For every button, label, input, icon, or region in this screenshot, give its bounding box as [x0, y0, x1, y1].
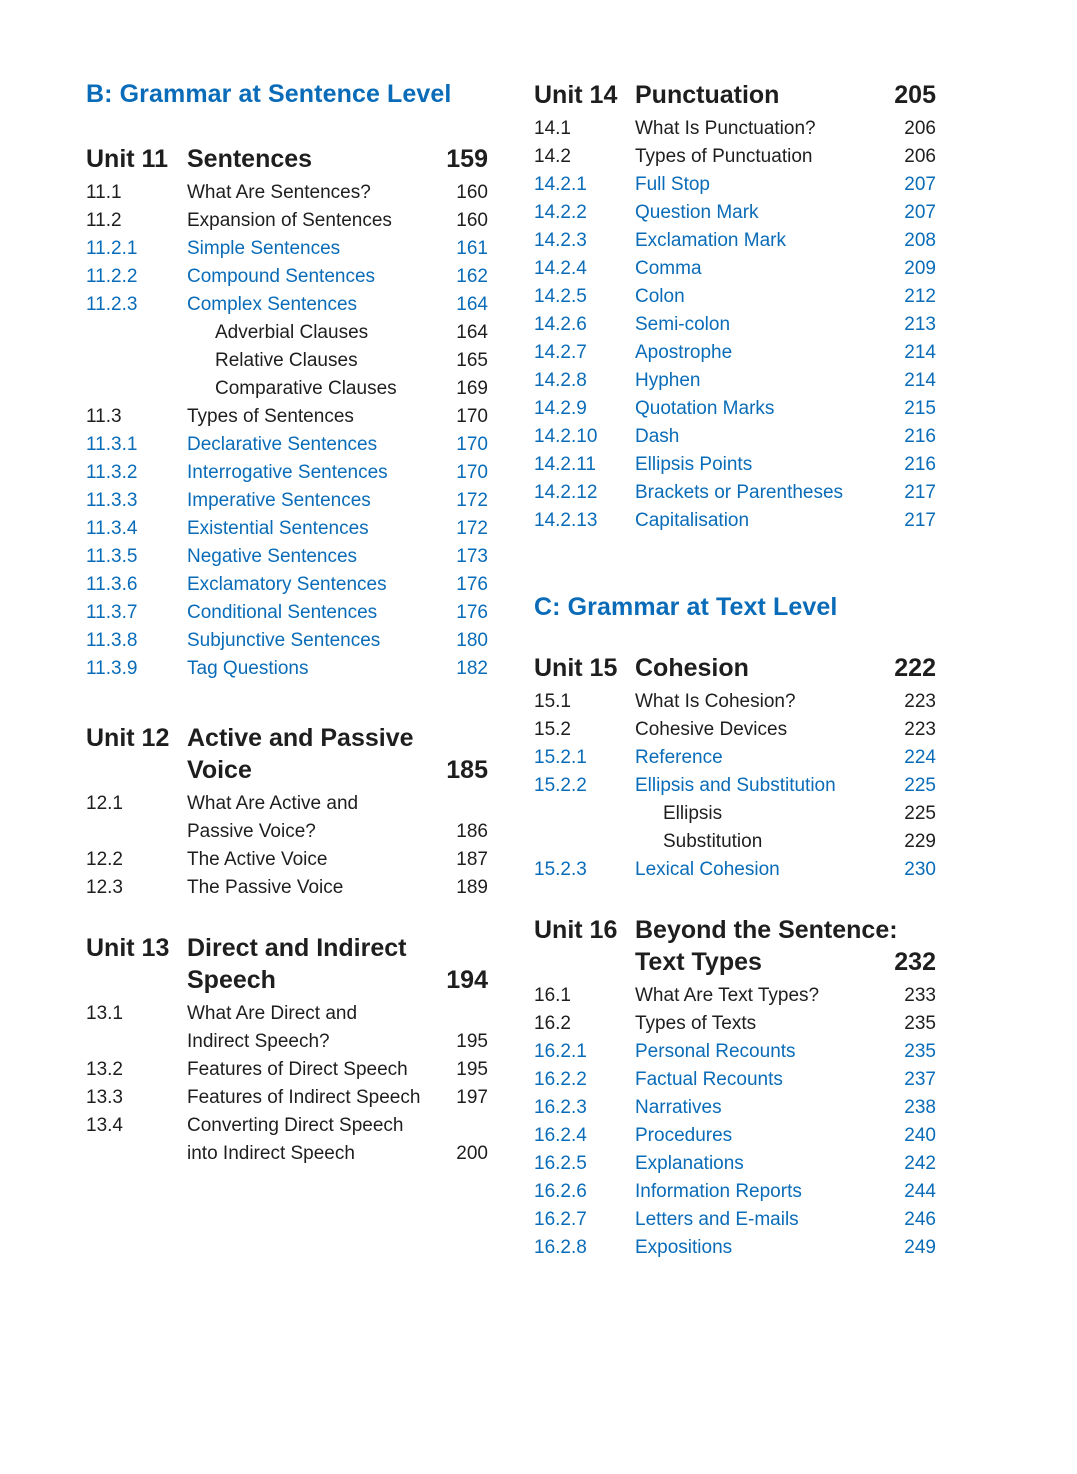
toc-entry[interactable]	[534, 688, 936, 716]
unit-heading-line	[534, 79, 936, 111]
section-title: Simple Sentences	[187, 238, 341, 259]
unit-heading-line	[86, 932, 488, 964]
part-b-title: B: Grammar at Sentence Level	[86, 80, 452, 108]
page-number: 237	[904, 1069, 936, 1090]
section-number: 16.2.4	[534, 1125, 587, 1146]
toc-subentry[interactable]	[534, 800, 936, 828]
unit-title: Voice	[187, 756, 252, 784]
section-number: 11.1	[86, 182, 122, 203]
section-number: 11.3.7	[86, 602, 138, 623]
section-title: Comma	[635, 258, 702, 279]
page-number: 213	[904, 314, 936, 335]
page-number: 223	[904, 691, 936, 712]
toc-entry[interactable]	[86, 627, 488, 655]
section-title: Cohesive Devices	[635, 719, 788, 740]
section-number: 16.2.3	[534, 1097, 587, 1118]
unit-title: Active and Passive	[187, 724, 414, 752]
page-number: 229	[904, 831, 936, 852]
section-number: 16.2	[534, 1013, 571, 1034]
section-number: 15.1	[534, 691, 571, 712]
section-number: 14.2.9	[534, 398, 587, 419]
section-title: Quotation Marks	[635, 398, 775, 419]
toc-subentry[interactable]	[86, 347, 488, 375]
section-number: 16.2.5	[534, 1153, 587, 1174]
unit-page-number: 232	[894, 948, 936, 976]
unit-title: Direct and Indirect	[187, 934, 407, 962]
page-number: 187	[456, 849, 488, 870]
section-number: 15.2.3	[534, 859, 587, 880]
page-number: 233	[904, 985, 936, 1006]
page-number: 215	[904, 398, 936, 419]
toc-entry[interactable]	[534, 1150, 936, 1178]
section-title: Adverbial Clauses	[215, 322, 369, 343]
unit-label: Unit 13	[86, 934, 170, 962]
section-number: 13.4	[86, 1115, 123, 1136]
toc-subentry[interactable]	[534, 828, 936, 856]
section-title: Features of Direct Speech	[187, 1059, 408, 1080]
entry-list	[534, 115, 936, 535]
toc-entry[interactable]	[534, 423, 936, 451]
unit-15	[534, 652, 936, 884]
page-number: 230	[904, 859, 936, 880]
section-number: 11.3.3	[86, 490, 138, 511]
page-number: 164	[456, 294, 488, 315]
unit-13	[86, 932, 488, 1168]
page-number: 165	[456, 350, 488, 371]
section-number: 13.3	[86, 1087, 123, 1108]
section-title: The Passive Voice	[187, 877, 344, 898]
toc-entry[interactable]	[86, 874, 488, 902]
toc-entry[interactable]	[534, 199, 936, 227]
section-title: Apostrophe	[635, 342, 733, 363]
section-title: Types of Sentences	[187, 406, 354, 427]
toc-entry[interactable]	[86, 1028, 488, 1056]
unit-heading-line	[534, 946, 936, 978]
toc-subentry[interactable]	[86, 319, 488, 347]
section-title: Ellipsis and Substitution	[635, 775, 836, 796]
section-title: Semi-colon	[635, 314, 731, 335]
section-number: 14.2	[534, 146, 571, 167]
page-number: 225	[904, 803, 936, 824]
toc-entry[interactable]	[534, 507, 936, 535]
entry-list	[86, 1000, 488, 1168]
toc-entry[interactable]	[534, 772, 936, 800]
toc-entry[interactable]	[534, 1094, 936, 1122]
section-title: Imperative Sentences	[187, 490, 371, 511]
section-number: 14.2.2	[534, 202, 587, 223]
toc-entry[interactable]	[534, 395, 936, 423]
page-number: 164	[456, 322, 488, 343]
section-title: Hyphen	[635, 370, 701, 391]
section-number: 14.2.8	[534, 370, 587, 391]
unit-title: Text Types	[635, 948, 762, 976]
toc-entry[interactable]	[534, 227, 936, 255]
section-title: What Are Direct and	[187, 1003, 358, 1024]
unit-14	[534, 79, 936, 535]
unit-label: Unit 15	[534, 654, 618, 682]
section-title: Brackets or Parentheses	[635, 482, 844, 503]
unit-page-number: 194	[446, 966, 488, 994]
section-title: Dash	[635, 426, 680, 447]
page-number: 206	[904, 146, 936, 167]
toc-entry[interactable]	[86, 1056, 488, 1084]
unit-label: Unit 16	[534, 916, 618, 944]
toc-entry[interactable]	[86, 207, 488, 235]
toc-entry[interactable]	[534, 283, 936, 311]
unit-title: Cohesion	[635, 654, 749, 682]
toc-entry[interactable]	[534, 1122, 936, 1150]
section-title: Converting Direct Speech	[187, 1115, 404, 1136]
toc-entry[interactable]	[86, 459, 488, 487]
section-number: 11.3.9	[86, 658, 138, 679]
unit-heading-line	[86, 964, 488, 996]
page-number: 160	[456, 182, 488, 203]
entry-list	[86, 790, 488, 902]
unit-heading-line	[534, 914, 936, 946]
page-number: 172	[456, 490, 488, 511]
toc-entry[interactable]	[534, 479, 936, 507]
toc-entry[interactable]	[534, 1010, 936, 1038]
toc-entry[interactable]	[86, 1140, 488, 1168]
unit-label: Unit 14	[534, 81, 618, 109]
page-number: 206	[904, 118, 936, 139]
toc-entry[interactable]	[534, 255, 936, 283]
toc-entry[interactable]	[534, 367, 936, 395]
toc-entry[interactable]	[534, 311, 936, 339]
section-title: Full Stop	[635, 174, 710, 195]
toc-entry[interactable]	[534, 1066, 936, 1094]
page-number: 197	[456, 1087, 488, 1108]
section-number: 13.1	[86, 1003, 123, 1024]
section-number: 11.3.5	[86, 546, 138, 567]
section-number: 14.2.10	[534, 426, 598, 447]
page-number: 217	[904, 482, 936, 503]
toc-entry[interactable]	[86, 515, 488, 543]
page-number: 176	[456, 602, 488, 623]
section-title: Explanations	[635, 1153, 744, 1174]
section-number: 12.1	[86, 793, 123, 814]
page-number: 214	[904, 370, 936, 391]
section-title: Procedures	[635, 1125, 733, 1146]
unit-title: Speech	[187, 966, 276, 994]
page-number: 207	[904, 174, 936, 195]
section-title: Existential Sentences	[187, 518, 369, 539]
section-title: What Is Punctuation?	[635, 118, 816, 139]
section-title: Complex Sentences	[187, 294, 358, 315]
toc-entry[interactable]	[86, 818, 488, 846]
section-number: 11.2.2	[86, 266, 138, 287]
section-title: Exclamatory Sentences	[187, 574, 387, 595]
page-number: 170	[456, 462, 488, 483]
section-number: 11.3.8	[86, 630, 138, 651]
toc-entry[interactable]	[86, 179, 488, 207]
toc-entry[interactable]	[86, 543, 488, 571]
page-number: 161	[456, 238, 488, 259]
page-number: 186	[456, 821, 488, 842]
section-number: 15.2.2	[534, 775, 587, 796]
unit-12	[86, 722, 488, 902]
part-c-title: C: Grammar at Text Level	[534, 593, 838, 621]
page-number: 182	[456, 658, 488, 679]
toc-entry[interactable]	[534, 744, 936, 772]
toc-entry[interactable]	[534, 1234, 936, 1262]
section-title: Declarative Sentences	[187, 434, 378, 455]
section-title: Narratives	[635, 1097, 722, 1118]
toc-entry[interactable]	[86, 1084, 488, 1112]
page-number: 195	[456, 1031, 488, 1052]
section-number: 15.2.1	[534, 747, 587, 768]
section-title: Interrogative Sentences	[187, 462, 388, 483]
page-number: 209	[904, 258, 936, 279]
unit-heading-line	[86, 143, 488, 175]
unit-heading[interactable]	[86, 932, 488, 996]
section-title: Factual Recounts	[635, 1069, 783, 1090]
section-number: 14.2.3	[534, 230, 587, 251]
section-title: Tag Questions	[187, 658, 309, 679]
toc-entry[interactable]	[86, 487, 488, 515]
section-title: Capitalisation	[635, 510, 750, 531]
page-number: 238	[904, 1097, 936, 1118]
section-title: Indirect Speech?	[187, 1031, 330, 1052]
section-number: 14.1	[534, 118, 571, 139]
page-number: 162	[456, 266, 488, 287]
page-number: 189	[456, 877, 488, 898]
toc-entry[interactable]	[86, 1112, 488, 1140]
page-number: 160	[456, 210, 488, 231]
section-title: Passive Voice?	[187, 821, 316, 842]
section-title: Relative Clauses	[215, 350, 358, 371]
section-title: What Are Active and	[187, 793, 359, 814]
page-number: 170	[456, 434, 488, 455]
unit-heading[interactable]	[534, 914, 936, 978]
toc-entry[interactable]	[534, 1178, 936, 1206]
page-number: 235	[904, 1041, 936, 1062]
section-title: The Active Voice	[187, 849, 328, 870]
section-title: Reference	[635, 747, 723, 768]
page-number: 217	[904, 510, 936, 531]
entry-list	[534, 982, 936, 1262]
section-title: Ellipsis	[663, 803, 723, 824]
page-number: 224	[904, 747, 936, 768]
section-title: Subjunctive Sentences	[187, 630, 381, 651]
section-number: 11.3.6	[86, 574, 138, 595]
unit-heading[interactable]	[534, 79, 936, 111]
toc-entry[interactable]	[86, 263, 488, 291]
section-number: 11.3.4	[86, 518, 138, 539]
unit-heading[interactable]	[86, 722, 488, 786]
unit-label: Unit 11	[86, 145, 168, 173]
section-number: 16.2.6	[534, 1181, 587, 1202]
toc-entry[interactable]	[534, 451, 936, 479]
section-title: Lexical Cohesion	[635, 859, 780, 880]
toc-entry[interactable]	[86, 235, 488, 263]
unit-title: Sentences	[187, 145, 313, 173]
page-number: 200	[456, 1143, 488, 1164]
unit-11	[86, 143, 488, 683]
unit-page-number: 222	[894, 654, 936, 682]
toc-entry[interactable]	[86, 599, 488, 627]
section-title: Features of Indirect Speech	[187, 1087, 421, 1108]
section-number: 14.2.4	[534, 258, 587, 279]
section-number: 14.2.12	[534, 482, 598, 503]
toc-entry[interactable]	[534, 143, 936, 171]
section-title: Expansion of Sentences	[187, 210, 392, 231]
section-title: Exclamation Mark	[635, 230, 786, 251]
entry-list	[86, 179, 488, 683]
toc-entry[interactable]	[534, 171, 936, 199]
page-number: 246	[904, 1209, 936, 1230]
page-number: 195	[456, 1059, 488, 1080]
unit-heading[interactable]	[86, 143, 488, 175]
page-number: 244	[904, 1181, 936, 1202]
toc-entry[interactable]	[534, 982, 936, 1010]
unit-heading-line	[86, 754, 488, 786]
unit-heading[interactable]	[534, 652, 936, 684]
page-number: 216	[904, 454, 936, 475]
section-title: What Is Cohesion?	[635, 691, 796, 712]
page-number: 225	[904, 775, 936, 796]
unit-page-number: 185	[446, 756, 488, 784]
section-number: 14.2.11	[534, 454, 596, 475]
section-title: Personal Recounts	[635, 1041, 796, 1062]
page-number: 172	[456, 518, 488, 539]
unit-heading-line	[86, 722, 488, 754]
toc-entry[interactable]	[86, 571, 488, 599]
unit-16	[534, 914, 936, 1262]
unit-label: Unit 12	[86, 724, 170, 752]
toc-entry[interactable]	[534, 339, 936, 367]
section-title: Conditional Sentences	[187, 602, 378, 623]
page-number: 208	[904, 230, 936, 251]
section-number: 11.3	[86, 406, 122, 427]
section-number: 11.3.1	[86, 434, 138, 455]
section-number: 16.2.7	[534, 1209, 587, 1230]
toc-entry[interactable]	[534, 856, 936, 884]
toc-entry[interactable]	[86, 655, 488, 683]
page-number: 216	[904, 426, 936, 447]
page-number: 235	[904, 1013, 936, 1034]
toc-entry[interactable]	[534, 1206, 936, 1234]
section-title: Compound Sentences	[187, 266, 376, 287]
page-number: 173	[456, 546, 488, 567]
toc-entry[interactable]	[86, 1000, 488, 1028]
section-title: Question Mark	[635, 202, 759, 223]
section-title: Types of Punctuation	[635, 146, 813, 167]
section-number: 11.3.2	[86, 462, 138, 483]
section-number: 16.2.1	[534, 1041, 587, 1062]
toc-entry[interactable]	[86, 790, 488, 818]
section-title: into Indirect Speech	[187, 1143, 355, 1164]
page-number: 176	[456, 574, 488, 595]
toc-subentry[interactable]	[86, 375, 488, 403]
section-title: Expositions	[635, 1237, 733, 1258]
page-number: 242	[904, 1153, 936, 1174]
section-number: 16.2.2	[534, 1069, 587, 1090]
toc-entry[interactable]	[86, 846, 488, 874]
toc-entry[interactable]	[534, 115, 936, 143]
section-number: 12.3	[86, 877, 123, 898]
page-number: 207	[904, 202, 936, 223]
toc-entry[interactable]	[534, 716, 936, 744]
page-number: 170	[456, 406, 488, 427]
toc-entry[interactable]	[534, 1038, 936, 1066]
toc-entry[interactable]	[86, 431, 488, 459]
section-number: 14.2.6	[534, 314, 587, 335]
unit-page-number: 159	[446, 145, 488, 173]
unit-page-number: 205	[894, 81, 936, 109]
section-number: 13.2	[86, 1059, 123, 1080]
section-number: 15.2	[534, 719, 571, 740]
page-number: 169	[456, 378, 488, 399]
section-number: 16.1	[534, 985, 571, 1006]
page-number: 240	[904, 1125, 936, 1146]
section-title: What Are Text Types?	[635, 985, 820, 1006]
section-title: Ellipsis Points	[635, 454, 753, 475]
section-number: 14.2.5	[534, 286, 587, 307]
section-title: Letters and E-mails	[635, 1209, 799, 1230]
section-title: Colon	[635, 286, 685, 307]
unit-title: Punctuation	[635, 81, 780, 109]
section-number: 16.2.8	[534, 1237, 587, 1258]
section-number: 12.2	[86, 849, 123, 870]
section-number: 14.2.7	[534, 342, 587, 363]
section-title: What Are Sentences?	[187, 182, 371, 203]
section-number: 14.2.1	[534, 174, 587, 195]
section-number: 11.2.3	[86, 294, 138, 315]
unit-title: Beyond the Sentence:	[635, 916, 898, 944]
page-number: 214	[904, 342, 936, 363]
section-number: 11.2	[86, 210, 122, 231]
page-number: 223	[904, 719, 936, 740]
section-title: Negative Sentences	[187, 546, 358, 567]
page-number: 249	[904, 1237, 936, 1258]
toc-entry[interactable]	[86, 403, 488, 431]
section-number: 11.2.1	[86, 238, 138, 259]
page-number: 180	[456, 630, 488, 651]
entry-list	[534, 688, 936, 884]
section-number: 14.2.13	[534, 510, 598, 531]
section-title: Substitution	[663, 831, 763, 852]
toc-entry[interactable]	[86, 291, 488, 319]
section-title: Types of Texts	[635, 1013, 757, 1034]
section-title: Information Reports	[635, 1181, 802, 1202]
unit-heading-line	[534, 652, 936, 684]
section-title: Comparative Clauses	[215, 378, 397, 399]
page-number: 212	[904, 286, 936, 307]
